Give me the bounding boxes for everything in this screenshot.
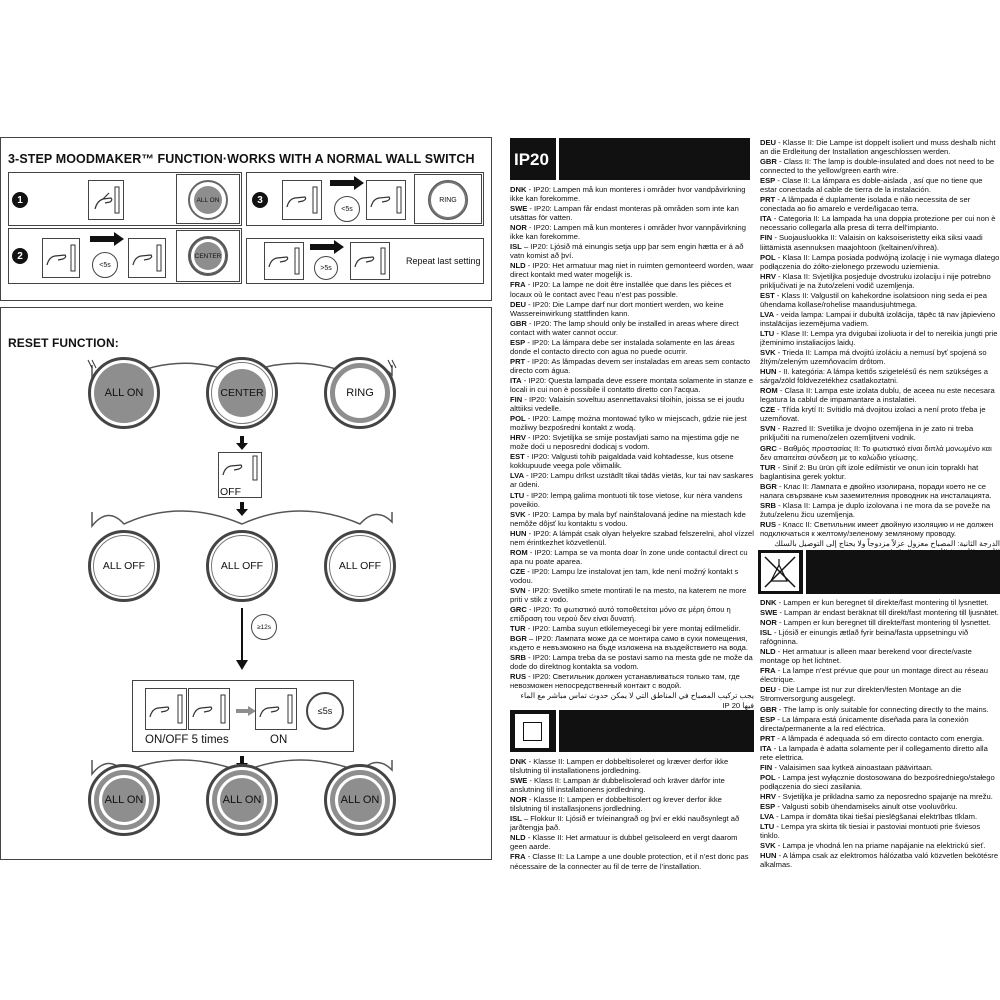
- text-paragraph: [510, 433, 754, 451]
- paragraph-text: - Het armatuur is alleen maar berekend voor directe/vaste montage op het lichtnet.: [760, 647, 972, 666]
- text-paragraph: [510, 672, 754, 690]
- paragraph-text: - IP20: Die Lampe darf nur dort montiert werden, wo keine Wassereinwirkung stattfinden kann.: [510, 299, 724, 318]
- paragraph-text: - IP20: As lâmpadas devem ser instaladas em areas sem contacto directo com água.: [510, 356, 751, 375]
- text-paragraph: [510, 548, 754, 566]
- language-code: POL: [760, 252, 776, 262]
- class2-text-column: [510, 757, 754, 872]
- language-code: SWE: [510, 776, 528, 786]
- text-paragraph: [510, 414, 754, 432]
- paragraph-text: - Klasse II: Lampen er dobbeltisoleret og kræver derfor ikke tilslutning til installationens jordledning.: [510, 757, 729, 776]
- language-code: DNK: [510, 757, 527, 766]
- paragraph-text: - IP20: Lampa se va monta doar în zone unde contactul direct cu apa nu poate aparea.: [510, 547, 748, 566]
- text-paragraph: [510, 605, 754, 623]
- text-paragraph: [510, 852, 754, 870]
- reset-row1-dial-2-label: CENTER: [218, 369, 266, 417]
- paragraph-text: - Βαθμός προστασίας II: Το φωτιστικό είναι διπλά μονωμένο και δεν απαιτείται σύνδεση με το καλώδιο γείωσης.: [760, 443, 992, 462]
- paragraph-text: – IP20: Ljósið má einungis setja upp þar sem engin hætta er á að vatn komist að því.: [510, 242, 744, 261]
- text-paragraph: [510, 452, 754, 470]
- paragraph-text: - Klass II: Valgustil on kahekordne isolatsioon ning seda ei pea ühendama kollase/rohelise maandusjuhtmega.: [760, 290, 987, 309]
- language-code: ISL: [760, 628, 772, 638]
- text-paragraph: [510, 395, 754, 413]
- language-code: FIN: [760, 233, 773, 243]
- language-code: PRT: [760, 195, 776, 205]
- text-paragraph: [510, 185, 754, 203]
- text-paragraph: [510, 814, 754, 832]
- language-code: ITA: [510, 375, 522, 385]
- step-2-timer: <5s: [92, 252, 118, 278]
- language-code: DEU: [760, 138, 777, 147]
- language-code: ESP: [760, 714, 776, 724]
- text-paragraph: [760, 424, 1000, 442]
- paragraph-text: - IP20: Lampę można montować tylko w miejscach, gdzie nie jest możliwy bezpośredni kontakt z wodą.: [510, 414, 747, 433]
- text-paragraph: [510, 319, 754, 337]
- text-paragraph: [760, 851, 1000, 869]
- reset-sequence-switch-3: [255, 688, 297, 730]
- text-paragraph: [760, 763, 1000, 772]
- reset-row1-dial-1: [88, 357, 160, 429]
- paragraph-text: - Klasse II: Het armatuur is dubbel geïsoleerd en vergt daarom geen aarde.: [510, 833, 738, 852]
- text-paragraph: [510, 357, 754, 375]
- text-paragraph: [760, 195, 1000, 213]
- language-code: RUS: [760, 519, 777, 529]
- step-3-timer: <5s: [334, 196, 360, 222]
- text-paragraph: [760, 715, 1000, 733]
- reset-row2-dial-2: [206, 530, 278, 602]
- language-code: ROM: [760, 386, 778, 396]
- language-code: LVA: [760, 812, 775, 822]
- language-code: NOR: [760, 618, 777, 628]
- reset-off-label: OFF: [220, 486, 241, 498]
- paragraph-text: - La lampe n’est prévue que pour un montage direct au réseau électrique.: [760, 666, 988, 685]
- language-code: ESP: [760, 176, 776, 186]
- reset-row1-dial-3: [324, 357, 396, 429]
- reset-down-arrow-2: [236, 502, 248, 516]
- text-paragraph: [510, 795, 754, 813]
- text-paragraph: [510, 242, 754, 260]
- text-paragraph: [510, 261, 754, 279]
- text-paragraph: [760, 482, 1000, 500]
- language-code: GBR: [760, 157, 777, 167]
- paragraph-text: - IP20: Lampa treba da se postavi samo na mesta gde ne može da dode do direktnog kontakta sa vodom.: [510, 653, 753, 672]
- paragraph-text: - Clase II: La lámpara es doble-aislada , así que no tiene que estar conectada al cable de tierra de la instalación.: [760, 176, 983, 195]
- class2-icon-inner: [523, 722, 542, 741]
- paragraph-text: - IP20: Svjetiljka se smije postavljati samo na mjestima gdje ne može doći u neposredni dodicaj s vodom.: [510, 433, 740, 452]
- text-paragraph: [510, 223, 754, 241]
- paragraph-text: - IP20: Valaisin soveltuu asennettavaksi tiloihin, joissa se ei joudu alttiiksi vedelle.: [510, 395, 745, 414]
- reset-row2-dial-3: [324, 530, 396, 602]
- language-code: DNK: [760, 598, 777, 607]
- paragraph-text: - Sinif 2: Bu ürün çift izole edilmistir ve onun icin topraklı hat baglantisina gerek yoktur.: [760, 462, 979, 481]
- paragraph-text: - La lámpara está únicamente diseñada para la conexión directa/permanente a la red eléctrica.: [760, 714, 969, 733]
- language-code: EST: [760, 290, 775, 300]
- text-paragraph: [760, 822, 1000, 840]
- reset-onoff-label: ON/OFF 5 times: [145, 734, 229, 746]
- language-code: SWE: [510, 204, 528, 214]
- paragraph-text: - Razred II: Svetilka je dvojno ozemljena in je zato ni treba priključiti na rumeno/zelen ozemljitveni vodnik.: [760, 424, 974, 443]
- step-1-dial-center: ALL ON: [194, 186, 222, 214]
- text-paragraph: [760, 157, 1000, 175]
- text-paragraph: [760, 520, 1000, 538]
- text-paragraph: [510, 471, 754, 489]
- language-code: SRB: [760, 500, 777, 510]
- paragraph-text: - Lampa jest wyłącznie dostosowana do bezpośredniego/stałego podłączenia do sieci zasilania.: [760, 772, 995, 791]
- language-code: TUR: [510, 624, 526, 634]
- text-paragraph: [510, 567, 754, 585]
- language-code: GBR: [510, 318, 527, 328]
- language-code: HRV: [510, 433, 526, 443]
- language-code: NLD: [510, 261, 526, 271]
- reset-sequence-switch-1: [145, 688, 187, 730]
- language-code: HRV: [760, 791, 776, 801]
- language-code: BGR: [510, 634, 527, 644]
- paragraph-text: - Třída krytí II: Svítidlo má dvojitou izolaci a není proto třeba je uzemňovat.: [760, 405, 986, 424]
- text-paragraph: [510, 529, 754, 547]
- paragraph-text: - Valgusti sobib ühendamiseks ainult otse vooluvõrku.: [775, 801, 958, 811]
- paragraph-text: - Klase II: Lempa yra dvigubai izoliuota ir del to nereikia jungti prie įžeminimo instaliacijos laidų.: [760, 328, 998, 347]
- reset-row3-dial-1-label: ALL ON: [102, 778, 146, 822]
- paragraph-text: - Klasa II: Lampa je duplo izolovana i ne mora da se poveže na žutu/zelenu žicu uzemljenja.: [760, 500, 991, 519]
- text-paragraph: [760, 685, 1000, 703]
- text-paragraph: [760, 608, 1000, 617]
- paragraph-text: - IP20: Lampan får endast monteras på områden som inte kan utsättas för vatten.: [510, 204, 739, 223]
- language-code: SVK: [760, 348, 776, 358]
- paragraph-text: - Valaisimen saa kytkeä ainoastaan päävirtaan.: [772, 762, 933, 772]
- paragraph-text: - II. kategória: A lámpa kettős szigetelésű és nem szükséges a sárga/zöld földvezetékhez csatlakoztatni.: [760, 367, 988, 386]
- language-code: PRT: [510, 356, 526, 366]
- paragraph-text: - Klasa II: Svjetiljka posjeduje dvostruku izolaciju i nije potrebno priključivati je na žuto/zeleni vodič uzemljenja.: [760, 271, 991, 290]
- text-paragraph: [760, 598, 1000, 607]
- step-number-1: 1: [12, 192, 28, 208]
- paragraph-text: - IP20: Svetilko smete montirati le na mesto, na katerem ne more priti v stik z vodo.: [510, 585, 747, 605]
- language-code: NOR: [510, 795, 527, 805]
- paragraph-text: - IP20: Lampen må kun monteres i områder hvor vannpåvirkning ikke kan forekomme.: [510, 223, 746, 242]
- language-code: NOR: [510, 223, 527, 233]
- reset-sequence-switch-2: [188, 688, 230, 730]
- paragraph-text: - Lampan är endast beräknat till direkt/fast montering till ljusnätet.: [777, 608, 999, 618]
- text-paragraph: [760, 841, 1000, 850]
- text-paragraph: [760, 802, 1000, 811]
- paragraph-text: - Klasse II: Lampen er dobbeltisolert og krever derfor ikke tilslutning til installasjonens jordledning.: [510, 795, 722, 814]
- paragraph-text: - Trieda II: Lampa má dvojitú izoláciu a nemusí byť spojená so žltým/zeleným uzemňovacím drôtom.: [760, 348, 987, 367]
- text-paragraph: [760, 176, 1000, 194]
- paragraph-text: - Klass II: Lampan är dubbelisolerad och kräver därför inte anslutning till installationens jordledning.: [510, 776, 725, 795]
- reset-row2-dial-3-label: ALL OFF: [336, 542, 384, 590]
- arabic-paragraph: يجب تركيب المصباح في المناطق التي لا يمكن حدوث تماس مباشر مع الماء فيها 20 IP: [520, 691, 754, 710]
- language-code: RUS: [510, 672, 527, 682]
- language-code: FIN: [760, 762, 773, 772]
- ip20-divider: [556, 138, 559, 180]
- direct-divider: [803, 550, 806, 594]
- reset-row1-dial-3-label: RING: [337, 370, 383, 416]
- text-paragraph: [510, 653, 754, 671]
- paragraph-text: - IP20: Lampen må kun monteres i områder hvor vandpåvirkning ikke kan forekomme.: [510, 185, 746, 204]
- language-code: DEU: [760, 685, 777, 695]
- text-paragraph: [760, 792, 1000, 801]
- text-paragraph: [760, 618, 1000, 627]
- reset-sequence-arrow-icon: [236, 706, 256, 716]
- language-code: CZE: [760, 405, 776, 415]
- paragraph-text: - Lampen er kun beregnet til direkte/fast montering til lysnettet.: [776, 598, 989, 607]
- language-code: NLD: [510, 833, 526, 843]
- language-code: GBR: [760, 704, 777, 714]
- language-code: HUN: [760, 851, 777, 861]
- reset-down-arrow-1: [236, 436, 248, 450]
- arabic-paragraph: الدرجة الثانية: المصباح معزول عزلاً مزدوجاً ولا يحتاج إلى التوصيل بالسلك: [774, 538, 1000, 548]
- ip20-text-column: [510, 185, 754, 711]
- text-paragraph: [760, 367, 1000, 385]
- text-paragraph: [510, 300, 754, 318]
- language-code: SVN: [510, 585, 526, 595]
- step-2-dial-center: CENTER: [194, 242, 222, 270]
- language-code: TUR: [760, 462, 776, 472]
- text-paragraph: [760, 647, 1000, 665]
- reset-row3-dial-2-label: ALL ON: [220, 778, 264, 822]
- language-code: NLD: [760, 647, 776, 657]
- text-paragraph: [510, 491, 754, 509]
- language-code: LTU: [760, 328, 775, 338]
- language-code: GRC: [510, 605, 527, 615]
- paragraph-text: - Klasa II: Lampa posiada podwójną izolację i nie wymaga dlatego podłączenia do żółto-zielonego przewodu uziemienia.: [760, 252, 1000, 271]
- reset-sequence-timer: ≤5s: [306, 692, 344, 730]
- paragraph-text: - The lamp is only suitable for connecting directly to the mains.: [776, 704, 989, 714]
- paragraph-text: - Categoria II: La lampada ha una doppia protezione per cui non è necessario collegarla alla presa di terra dell’impianto.: [760, 214, 996, 233]
- text-paragraph: [510, 624, 754, 633]
- paragraph-text: - Die Lampe ist nur zur direkten/festen Montage an die Stromversorgung ausgelegt.: [760, 685, 962, 704]
- repeat-timer: >5s: [314, 256, 338, 280]
- language-code: GRC: [760, 443, 777, 453]
- language-code: ITA: [760, 214, 772, 224]
- paragraph-text: - Suojausluokka II: Valaisin on kaksoiseristetty eikä siksi vaadi liittämistä asennuksen maajohtoon (keltainen/vihreä).: [760, 233, 983, 252]
- paragraph-text: - IP20: La lampe ne doit être installée que dans les pièces et locaux où le contact avec l’eau n’est pas possible.: [510, 280, 732, 299]
- text-paragraph: [510, 586, 754, 604]
- language-code: POL: [760, 772, 776, 782]
- language-code: POL: [510, 414, 526, 424]
- paragraph-text: - IP20: Lampa by mala byť nainštalovaná jedine na miestach kde nemôže dôjsť ku kontaktu s vodou.: [510, 509, 746, 528]
- language-code: FRA: [760, 666, 776, 676]
- reset-wait-timer: ≥12s: [251, 614, 277, 640]
- language-code: FRA: [510, 852, 526, 862]
- language-code: PRT: [760, 733, 776, 743]
- class2-divider: [556, 710, 559, 752]
- paragraph-text: - Class II: The lamp is double-insulated and does not need to be connected to the yellow/green earth wire.: [760, 157, 995, 176]
- paragraph-text: - A lâmpada é duplamente isolada e não necessita de ser conectada ao fio amarelo e verde/ligacao terra.: [760, 195, 971, 214]
- paragraph-text: - IP20: Το φωτιστικό αυτό τοποθετείται μόνο σε μέρη όπου η επίδραση του νερού δεν είναι δυνατή.: [510, 605, 731, 624]
- paragraph-text: - IP20: lempą galima montuoti tik tose vietose, kur nėra vandens poveikio.: [510, 490, 743, 509]
- paragraph-text: - Lempa yra skirta tik tiesiai ir pastoviai montuoti prie šviesos tinklo.: [760, 822, 981, 841]
- paragraph-text: - La lampada è adatta solamente per il collegamento diretto alla rete elettrica.: [760, 743, 988, 762]
- language-code: ISL: [510, 242, 522, 252]
- reset-row3-dial-2: [206, 764, 278, 836]
- paragraph-text: - Клас II: Лампата е двойно изолирана, поради което не се налага свързване към заземителния проводник на инсталацията.: [760, 481, 992, 500]
- paragraph-text: - IP20: La lámpara debe ser instalada solamente en las áreas donde el contacto directo con agua no puede ocurrir.: [510, 337, 735, 356]
- language-code: ESP: [510, 337, 526, 347]
- reset-wait-arrow: [236, 608, 248, 672]
- language-code: HUN: [760, 367, 777, 377]
- direct-mount-icon: [760, 552, 800, 592]
- language-code: SVK: [510, 509, 526, 519]
- paragraph-text: – Flokkur II: Ljósið er tvíeinangrað og því er ekki nauðsynlegt að jarðtengja það.: [510, 814, 740, 833]
- paragraph-text: - A lámpa csak az elektromos hálózatba való közvetlen bekötésre alkalmas.: [760, 851, 999, 870]
- language-code: ESP: [760, 801, 776, 811]
- text-paragraph: [760, 214, 1000, 232]
- paragraph-text: - IP20: Valgusti tohib paigaldada vaid kohtadesse, kus otsene kokkupuude veega pole võimalik.: [510, 452, 734, 471]
- reset-row2-dial-1: [88, 530, 160, 602]
- paragraph-text: - Ljósið er einungis ætlað fyrir beina/fasta uppsetningu við rafögninna.: [760, 628, 969, 647]
- direct-text-column: [760, 598, 1000, 870]
- paragraph-text: - IP20: The lamp should only be installed in areas where direct contact with water cannot occur.: [510, 318, 739, 337]
- language-code: SRB: [510, 653, 527, 663]
- text-paragraph: [760, 501, 1000, 519]
- language-code: LTU: [510, 490, 525, 500]
- paragraph-text: - Класс II: Светильник имеет двойную изоляцию и не должен подключаться к желтому/зеленому земляному проводу.: [760, 519, 994, 538]
- language-code: CZE: [510, 566, 526, 576]
- text-paragraph: [760, 773, 1000, 791]
- reset-row1-dial-2: [206, 357, 278, 429]
- paragraph-text: - Clasa II: Lampa este izolata dublu, de aceea nu este necesara legatura la cablul de impamantare a instalatiei.: [760, 386, 995, 405]
- text-paragraph: [760, 138, 1000, 156]
- class2-continued-column: [760, 138, 1000, 558]
- text-paragraph: [510, 757, 754, 775]
- text-paragraph: [760, 812, 1000, 821]
- language-code: LVA: [510, 471, 525, 481]
- text-paragraph: [510, 510, 754, 528]
- language-code: LTU: [760, 822, 775, 832]
- reset-row3-dial-1: [88, 764, 160, 836]
- reset-on-label: ON: [270, 734, 288, 746]
- reset-row2-dial-2-label: ALL OFF: [218, 542, 266, 590]
- step-number-3: 3: [252, 192, 268, 208]
- moodmaker-title: 3-STEP MOODMAKER™ FUNCTION·WORKS WITH A NORMAL WALL SWITCH: [8, 152, 475, 166]
- repeat-label: Repeat last setting: [406, 256, 481, 266]
- text-paragraph: [760, 744, 1000, 762]
- language-code: EST: [510, 452, 525, 462]
- text-paragraph: [760, 628, 1000, 646]
- paragraph-text: - Lampen er kun beregnet till direkte/fast montering til lysnettet.: [776, 618, 991, 628]
- text-paragraph: [760, 444, 1000, 462]
- text-paragraph: [510, 204, 754, 222]
- text-paragraph: [760, 386, 1000, 404]
- paragraph-text: - IP20: Questa lampada deve essere montata solamente in stanze e locali in cui non è possibile il contatto diretto con l’acqua.: [510, 375, 753, 394]
- language-code: DEU: [510, 299, 527, 309]
- paragraph-text: - A lâmpada é adequada só em directo contacto com energia.: [775, 733, 985, 743]
- paragraph-text: - IP20: Lamba suyun etkilemeyecegi bir yere montaj edilmelidir.: [525, 624, 741, 634]
- paragraph-text: - IP20: Lampu lze instalovat jen tam, kde není možný kontakt s vodou.: [510, 566, 739, 585]
- text-paragraph: [760, 233, 1000, 251]
- text-paragraph: [760, 705, 1000, 714]
- paragraph-text: - Classe II: La Lampe a une double protection, et il n’est donc pas nécessaire de la connecter au fil de terre de l’installation.: [510, 852, 749, 871]
- paragraph-text: - IP20: A lámpát csak olyan helyekre szabad felszerelni, ahol vízzel nem érintkezhet közvetlenül.: [510, 528, 754, 547]
- step-3-dial-center: RING: [434, 186, 462, 214]
- paragraph-text: - Lampa ir domāta tikai tiešai pieslēgšanai elektrības tīklam.: [774, 812, 978, 822]
- text-paragraph: [760, 329, 1000, 347]
- language-code: DNK: [510, 185, 527, 194]
- text-paragraph: [760, 463, 1000, 481]
- text-paragraph: [510, 376, 754, 394]
- text-paragraph: [760, 291, 1000, 309]
- text-paragraph: [510, 833, 754, 851]
- paragraph-text: – IP20: Лампата може да се монтира само в сухи помещения, където е невъзможно на бъде изложена на въздействието на вода.: [510, 634, 748, 653]
- text-paragraph: [510, 338, 754, 356]
- paragraph-text: - IP20: Het armatuur mag niet in ruimten gemonteerd worden, waar direct kontakt med water mogelijk is.: [510, 261, 754, 280]
- text-paragraph: [510, 634, 754, 652]
- text-paragraph: [760, 310, 1000, 328]
- language-code: ITA: [760, 743, 772, 753]
- reset-row2-dial-1-label: ALL OFF: [100, 542, 148, 590]
- language-code: SWE: [760, 608, 778, 618]
- language-code: HRV: [760, 271, 776, 281]
- text-paragraph: [760, 272, 1000, 290]
- reset-row3-dial-3: [324, 764, 396, 836]
- language-code: BGR: [760, 481, 777, 491]
- text-paragraph: [510, 776, 754, 794]
- reset-row3-dial-3-label: ALL ON: [338, 778, 382, 822]
- language-code: HUN: [510, 528, 527, 538]
- language-code: SVK: [760, 841, 776, 851]
- language-code: FRA: [510, 280, 526, 290]
- language-code: ISL: [510, 814, 522, 824]
- text-paragraph: [760, 666, 1000, 684]
- language-code: SVN: [760, 424, 776, 434]
- reset-title: RESET FUNCTION:: [8, 336, 119, 350]
- paragraph-text: - veida lampa: Lampai ir dubultā izolācija, tāpēc tā nav jāpievieno instalācijas iezemējuma vadiem.: [760, 309, 996, 328]
- language-code: ROM: [510, 547, 528, 557]
- paragraph-text: - Lampa je vhodná len na priame napájanie na elektrickú sieť.: [775, 841, 986, 851]
- paragraph-text: - IP20: Светильник должен устанавливаться только там, где невозможен непосредственный контакт с водой.: [510, 672, 740, 691]
- step-number-2: 2: [12, 248, 28, 264]
- text-paragraph: [760, 405, 1000, 423]
- text-paragraph: [760, 734, 1000, 743]
- text-paragraph: [760, 348, 1000, 366]
- text-paragraph: [760, 253, 1000, 271]
- text-paragraph: [510, 280, 754, 298]
- paragraph-text: - Svjetiljka je prikladna samo za neposredno spajanje na mrežu.: [775, 791, 993, 801]
- class2-icon: [514, 713, 550, 749]
- language-code: FIN: [510, 395, 523, 405]
- reset-row1-dial-1-label: ALL ON: [102, 371, 146, 415]
- paragraph-text: - Klasse II: Die Lampe ist doppelt isoliert und muss deshalb nicht an die Erdleitung der Installation angeschlossen werden.: [760, 138, 996, 157]
- paragraph-text: - IP20: Lampu drīkst uzstādīt tikai tādās vietās, kur tai nav saskares ar ūdeni.: [510, 471, 754, 490]
- language-code: LVA: [760, 309, 775, 319]
- ip20-heading: IP20: [514, 150, 549, 169]
